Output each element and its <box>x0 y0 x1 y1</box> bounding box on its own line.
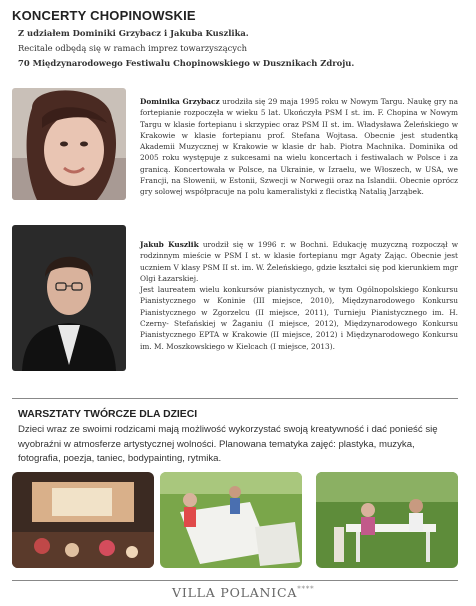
bio-dominika <box>140 96 458 198</box>
section-divider <box>12 398 458 399</box>
logo-text: VILLA POLANICA <box>172 585 298 600</box>
bio-dominika-text: urodziła się 29 maja 1995 roku w Nowym Targu. Naukę gry na fortepianie rozpoczęła w wieku 5 lat. Ukończyła PSM I st. im. F. Chopina w Nowym Targu w klasie fortepianu i skrzypiec oraz PSM II st. im. Władysława Żeleńskiego w Krakowie w klasie fortepianu prof. Stefana Wojtasa. Obecnie jest studentką Akademii Muzycznej w Krakowie w klasie dr hab. Piotra Machnika. Dominika od 2005 roku występuje z sukcesami na wielu koncertach i festiwalach w Polsce i za granicą. Koncertowała w Polsce, na Ukrainie, w Izraelu, we Włoszech, w USA, we Francji, na Słowenii, w Estonii, Szwecji w Norwegii oraz na Islandii. Obecnie oprócz gry solowej współpracuje na polu kameralistyki z flecistką Natalią Jarząbek. <box>140 97 458 197</box>
bio-jakub-awards: Jest laureatem wielu konkursów pianistycznych, w tym Ogólnopolskiego Konkursu Pianistycznego w Koninie (III miejsce, 2010), Międzynarodowego Konkursu Pianistycznego w Zgorzelcu (II miejsce, 2011), Turnieju Pianistycznego im. H. Czerny- Stefańskiej w Żaganiu (I miejsce, 2012), Międzynarodowego Konkursu Pianistycznego EPTA w Krakowie (II miejsce, 2012) i Międzynarodowego Konkursu im. M. Moszkowskiego w Kielcach (I miejsce, 2013). <box>140 285 458 351</box>
subtitle-performers: Z udziałem Dominiki Grzybacz i Jakuba Kuszlika. <box>18 28 249 38</box>
photo-dominika <box>12 88 126 200</box>
page-title: KONCERTY CHOPINOWSKIE <box>12 8 196 23</box>
footer-divider <box>12 580 458 581</box>
bio-jakub-text: urodził się w 1996 r. w Bochni. Edukację muzyczną rozpoczął w rodzinnym mieście w PSM I st. w klasie fortepianu mgr Agaty Zając. Obecnie jest uczniem V klasy PSM II st. im. W. Żeleńskiego, gdzie kształci się pod kierunkiem mgr Olgi Łazarskiej. <box>140 240 458 283</box>
name-dominika: Dominika Grzybacz <box>140 97 220 106</box>
workshops-description: Dzieci wraz ze swoimi rodzicami mają możliwość wykorzystać swoją kreatywność i dać ponieść się wyobraźni w atmosferze artystycznej wolności. Planowana tematyka zajęć: plastyka, muzyka, fotografia, poezja, taniec, bodypainting, rytmika. <box>18 424 438 464</box>
bio-jakub <box>140 239 458 352</box>
subtitle-context: Recitale odbędą się w ramach imprez towarzyszących <box>18 43 248 53</box>
workshop-photo-1 <box>12 472 154 568</box>
name-jakub: Jakub Kuszlik <box>140 240 199 249</box>
villa-polanica-logo <box>172 585 314 600</box>
logo-stars: **** <box>297 585 315 593</box>
photo-jakub <box>12 225 126 371</box>
workshop-photo-2 <box>160 472 302 568</box>
workshop-photo-3 <box>316 472 458 568</box>
subtitle-festival: 70 Międzynarodowego Festiwalu Chopinowskiego w Dusznikach Zdroju. <box>18 58 355 68</box>
workshops-title: WARSZTATY TWÓRCZE DLA DZIECI <box>18 409 198 420</box>
